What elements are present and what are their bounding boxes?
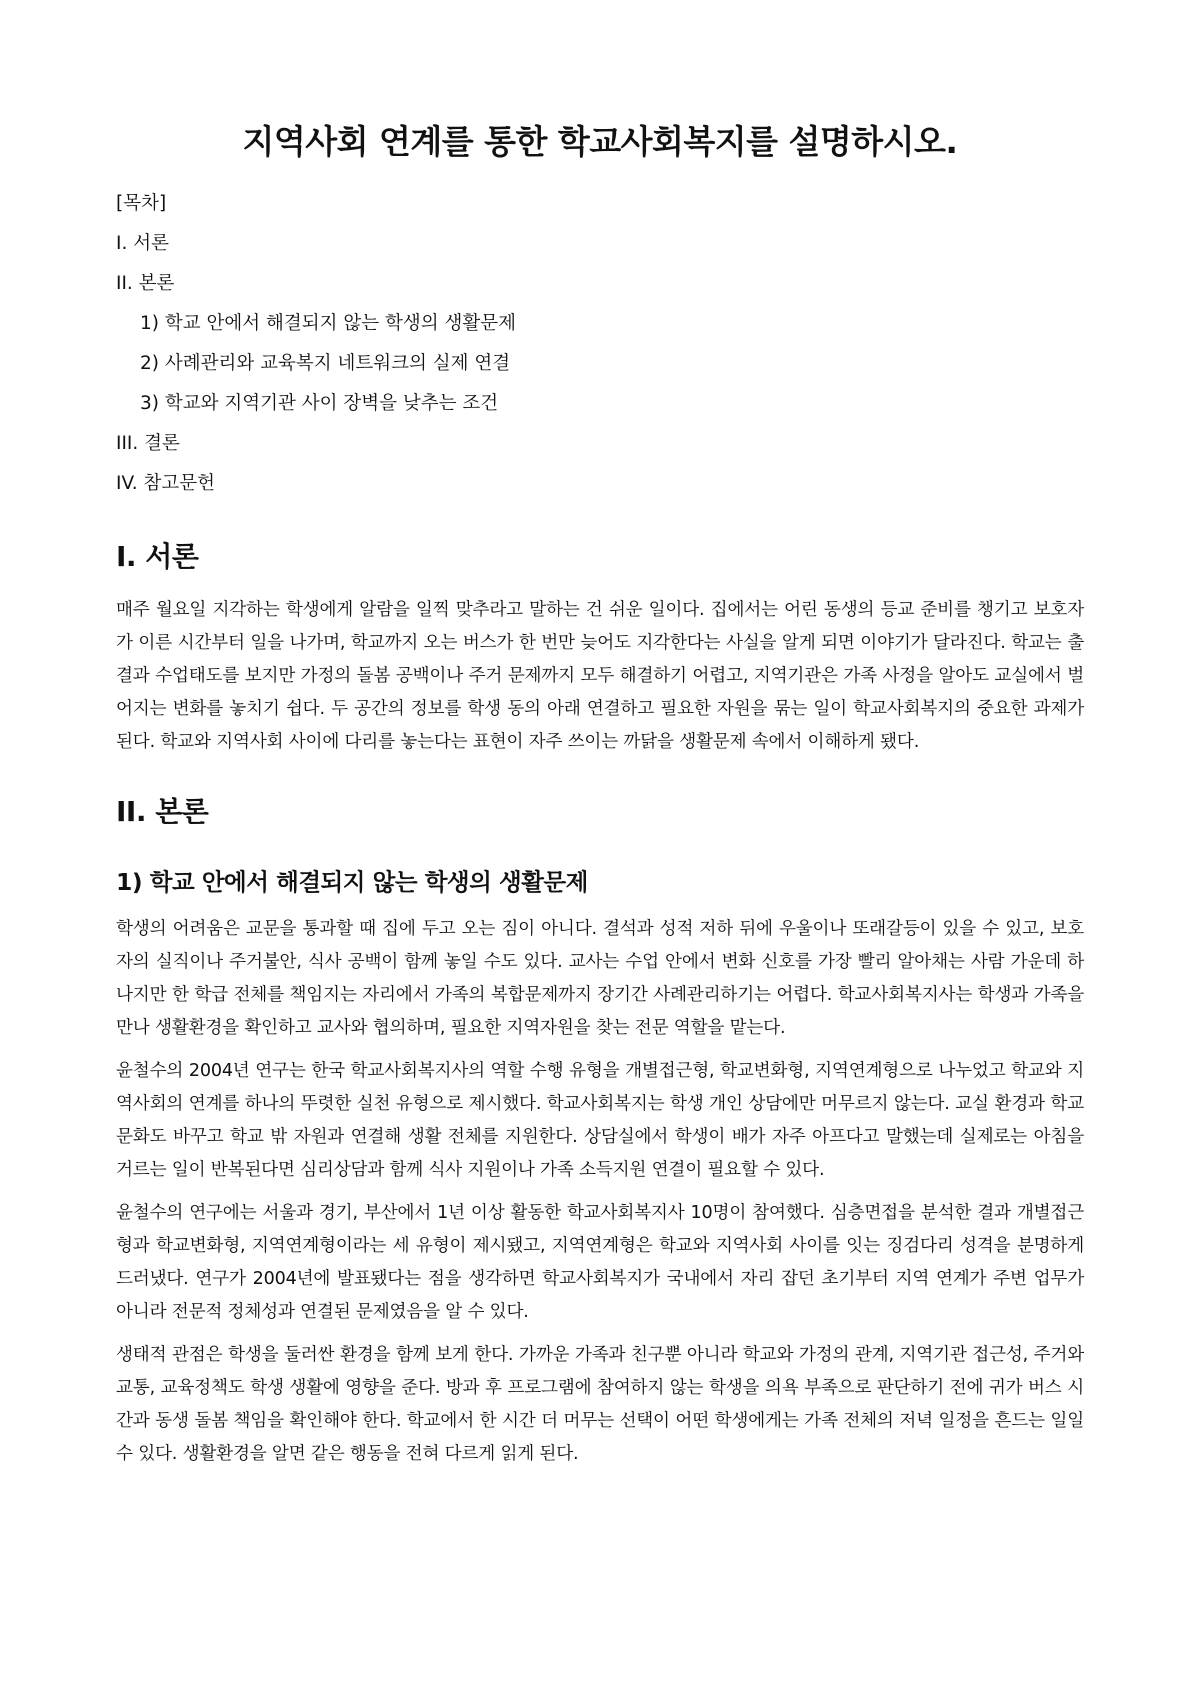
toc-item-conclusion: III. 결론 bbox=[116, 433, 180, 454]
body-paragraph: 윤철수의 연구에는 서울과 경기, 부산에서 1년 이상 활동한 학교사회복지사 10명이 참여했다. 심층면접을 분석한 결과 개별접근형과 학교변화형, 지역연계형이라는 세 유형이 제시됐고, 지역연계형은 학교와 지역사회 사이를 잇는 징검다리 성격을 분명하게 드러냈다. 연구가 2004년에 발표됐다는 점을 생각하면 학교사회복지가 국내에서 자리 잡던 초기부터 지역 연계가 주변 업무가 아니라 전문적 정체성과 연결된 문제였음을 알 수 있다. bbox=[116, 1203, 1084, 1322]
document-title: 지역사회 연계를 통한 학교사회복지를 설명하시오. bbox=[242, 122, 958, 161]
toc-item-intro: I. 서론 bbox=[116, 233, 169, 254]
toc-item-body-2: 2) 사례관리와 교육복지 네트워크의 실제 연결 bbox=[140, 353, 511, 374]
toc-item-body: II. 본론 bbox=[116, 273, 175, 294]
section-heading-body: II. 본론 bbox=[116, 795, 209, 828]
body-paragraph: 윤철수의 2004년 연구는 한국 학교사회복지사의 역할 수행 유형을 개별접근형, 학교변화형, 지역연계형으로 나누었고 학교와 지역사회의 연계를 하나의 뚜렷한 실천 유형으로 제시했다. 학교사회복지는 학생 개인 상담에만 머무르지 않는다. 교실 환경과 학교문화도 바꾸고 학교 밖 자원과 연결해 생활 전체를 지원한다. 상담실에서 학생이 배가 자주 아프다고 말했는데 실제로는 아침을 거르는 일이 반복된다면 심리상담과 함께 식사 지원이나 가족 소득지원 연결이 필요할 수 있다. bbox=[116, 1061, 1084, 1180]
toc-item-body-3: 3) 학교와 지역기관 사이 장벽을 낮추는 조건 bbox=[140, 393, 499, 414]
toc-item-references: IV. 참고문헌 bbox=[116, 473, 215, 494]
toc-item-body-1: 1) 학교 안에서 해결되지 않는 학생의 생활문제 bbox=[140, 313, 516, 334]
intro-paragraph: 매주 월요일 지각하는 학생에게 알람을 일찍 맞추라고 말하는 건 쉬운 일이다. 집에서는 어린 동생의 등교 준비를 챙기고 보호자가 이른 시간부터 일을 나가며, 학교까지 오는 버스가 한 번만 늦어도 지각한다는 사실을 알게 되면 이야기가 달라진다. 학교는 출결과 수업태도를 보지만 가정의 돌봄 공백이나 주거 문제까지 모두 해결하기 어렵고, 지역기관은 가족 사정을 알아도 교실에서 벌어지는 변화를 놓치기 쉽다. 두 공간의 정보를 학생 동의 아래 연결하고 필요한 자원을 묶는 일이 학교사회복지의 중요한 과제가 된다. 학교와 지역사회 사이에 다리를 놓는다는 표현이 자주 쓰이는 까닭을 생활문제 속에서 이해하게 됐다. bbox=[116, 600, 1084, 752]
section-heading-intro: I. 서론 bbox=[116, 540, 199, 573]
subsection-heading-1: 1) 학교 안에서 해결되지 않는 학생의 생활문제 bbox=[116, 868, 588, 896]
toc-heading: [목차] bbox=[116, 193, 167, 214]
table-of-contents bbox=[116, 184, 1084, 504]
body-paragraph: 생태적 관점은 학생을 둘러싼 환경을 함께 보게 한다. 가까운 가족과 친구뿐 아니라 학교와 가정의 관계, 지역기관 접근성, 주거와 교통, 교육정책도 학생 생활에 영향을 준다. 방과 후 프로그램에 참여하지 않는 학생을 의욕 부족으로 판단하기 전에 귀가 버스 시간과 동생 돌봄 책임을 확인해야 한다. 학교에서 한 시간 더 머무는 선택이 어떤 학생에게는 가족 전체의 저녁 일정을 흔드는 일일 수 있다. 생활환경을 알면 같은 행동을 전혀 다르게 읽게 된다. bbox=[116, 1345, 1084, 1464]
body-paragraph: 학생의 어려움은 교문을 통과할 때 집에 두고 오는 짐이 아니다. 결석과 성적 저하 뒤에 우울이나 또래갈등이 있을 수 있고, 보호자의 실직이나 주거불안, 식사 공백이 함께 놓일 수도 있다. 교사는 수업 안에서 변화 신호를 가장 빨리 알아채는 사람 가운데 하나지만 한 학급 전체를 책임지는 자리에서 가족의 복합문제까지 장기간 사례관리하기는 어렵다. 학교사회복지사는 학생과 가족을 만나 생활환경을 확인하고 교사와 협의하며, 필요한 지역자원을 찾는 전문 역할을 맡는다. bbox=[116, 919, 1084, 1038]
